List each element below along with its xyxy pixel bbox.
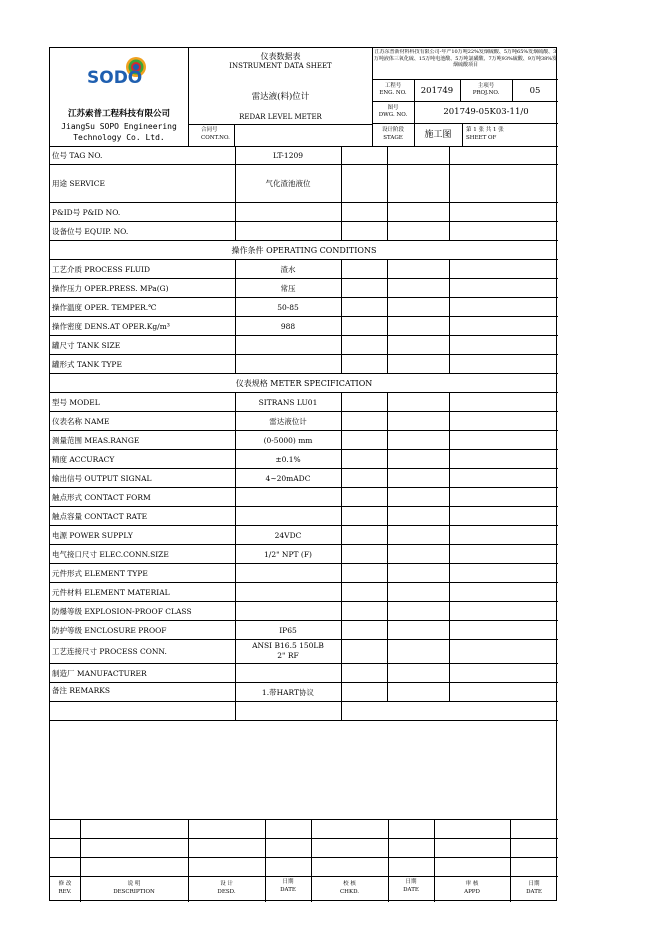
- spec-row: [50, 260, 558, 279]
- data-sheet: [49, 47, 557, 901]
- spec-label: 用途 SERVICE: [52, 179, 105, 188]
- spec-value: 气化渣池液位: [265, 179, 311, 188]
- spec-row-blank: [50, 702, 558, 721]
- section-title: 操作条件 OPERATING CONDITIONS: [231, 245, 377, 255]
- spec-value-line2: 2" RF: [277, 651, 299, 660]
- spec-value: LT-1209: [272, 150, 304, 160]
- date1-label-cn: 日期: [282, 879, 294, 885]
- spec-label: 触点形式 CONTACT FORM: [52, 492, 151, 502]
- spec-value: (0-5000) mm: [263, 435, 313, 445]
- spec-label: 防爆等级 EXPLOSION-PROOF CLASS: [52, 606, 192, 616]
- spec-value: 1.带HART协议: [261, 687, 315, 697]
- spec-value: 4~20mADC: [265, 473, 311, 483]
- spec-row: [50, 683, 558, 702]
- spec-row: [50, 488, 558, 507]
- contract-label-cn: 合同号: [201, 127, 218, 133]
- spec-row: [50, 412, 558, 431]
- spec-label: 电气接口尺寸 ELEC.CONN.SIZE: [52, 549, 169, 559]
- eng-no-value: 201749: [420, 86, 454, 96]
- spec-label: 仪表名称 NAME: [52, 416, 110, 426]
- sheet-title-cn: 仪表数据表: [260, 52, 301, 61]
- company-logo: [86, 53, 156, 89]
- spec-row: [50, 664, 558, 683]
- spec-label: 设备位号 EQUIP. NO.: [52, 226, 129, 236]
- spec-value: ±0.1%: [275, 454, 301, 464]
- date1-label-en: DATE: [280, 887, 296, 893]
- sheet-count-en: SHEET OF: [466, 135, 497, 141]
- header-right-line-1: [372, 79, 558, 80]
- sheet-count: 第 1 张 共 1 张: [466, 127, 504, 133]
- date3-label-cn: 日期: [528, 881, 540, 887]
- company-name-en-1: JiangSu SOPO Engineering: [61, 122, 177, 131]
- contract-label-en: CONT.NO.: [201, 135, 230, 141]
- spec-row: [50, 355, 558, 374]
- spec-value: 常压: [280, 283, 296, 293]
- spec-row: [50, 640, 558, 664]
- revision-line-4: [50, 876, 558, 877]
- spec-label: 元件形式 ELEMENT TYPE: [52, 568, 148, 578]
- sheet-title-en: INSTRUMENT DATA SHEET: [229, 62, 332, 70]
- section-header: [50, 241, 558, 260]
- company-name-en-2: Technology Co. Ltd.: [73, 133, 165, 142]
- spec-label: 元件材料 ELEMENT MATERIAL: [52, 587, 170, 597]
- revision-line-3: [50, 857, 558, 858]
- spec-row: [50, 165, 558, 203]
- spec-label: 操作压力 OPER.PRESS. MPa(G): [52, 283, 169, 293]
- checked-label-en: CHKD.: [339, 889, 360, 895]
- spec-value: SITRANS LU01: [258, 397, 318, 407]
- logo-text: SODO: [87, 68, 143, 88]
- spec-label: 精度 ACCURACY: [52, 454, 115, 464]
- spec-label: 工艺介质 PROCESS FLUID: [52, 264, 151, 274]
- spec-row: [50, 469, 558, 488]
- header-right-divider-d: [462, 123, 463, 146]
- spec-row: [50, 298, 558, 317]
- section-title: 仪表规格 METER SPECIFICATION: [235, 378, 373, 388]
- eng-no-label-cn: 工程号: [384, 83, 402, 89]
- spec-label: 电源 POWER SUPPLY: [52, 530, 133, 540]
- revision-line-1: [50, 819, 558, 820]
- proj-no-label-en: PROJ.NO.: [472, 90, 500, 96]
- spec-row: [50, 203, 558, 222]
- date3-label-en: DATE: [526, 889, 542, 895]
- spec-row: [50, 583, 558, 602]
- description-label-en: DESCRIPTION: [113, 889, 155, 895]
- spec-label: 输出信号 OUTPUT SIGNAL: [52, 473, 152, 483]
- spec-label: P&ID号 P&ID NO.: [52, 207, 121, 217]
- spec-value: 50-85: [277, 302, 299, 312]
- spec-value: IP65: [279, 625, 297, 635]
- spec-label: 备注 REMARKS: [52, 686, 110, 695]
- spec-value: 渣水: [280, 264, 296, 274]
- contract-line: [188, 124, 372, 125]
- instrument-name-cn: 雷达液(料)位计: [251, 92, 310, 102]
- spec-label: 制造厂 MANUFACTURER: [52, 668, 147, 678]
- approved-label-cn: 审 核: [465, 881, 479, 887]
- rev-label-cn: 修 改: [58, 881, 72, 887]
- spec-row: [50, 317, 558, 336]
- header-right-line-2: [372, 101, 558, 102]
- spec-label: 工艺连接尺寸 PROCESS CONN.: [52, 647, 167, 656]
- date2-label-cn: 日期: [405, 879, 417, 885]
- spec-label: 防护等级 ENCLOSURE PROOF: [52, 625, 167, 635]
- spec-row: [50, 545, 558, 564]
- designed-label-en: DESD.: [217, 889, 236, 895]
- stage-label-cn: 设计阶段: [381, 127, 404, 133]
- approved-label-en: APPD: [464, 889, 480, 895]
- instrument-name-en: REDAR LEVEL METER: [239, 113, 322, 121]
- dwg-no-value: 201749-05K03-11/0: [443, 107, 529, 117]
- stage-label-en: STAGE: [383, 135, 403, 141]
- company-name-cn: 江苏索普工程科技有限公司: [67, 109, 170, 119]
- checked-label-cn: 校 核: [343, 881, 356, 887]
- spec-row: [50, 602, 558, 621]
- section-header: [50, 374, 558, 393]
- spec-value: ANSI B16.5 150LB: [252, 641, 324, 650]
- spec-row: [50, 621, 558, 640]
- spec-row: [50, 507, 558, 526]
- dwg-no-label-en: DWG. NO.: [378, 112, 408, 118]
- spec-row: [50, 279, 558, 298]
- spec-row: [50, 450, 558, 469]
- stage-value: 施工图: [424, 130, 452, 140]
- project-description: 江苏东普新材料科技有限公司-年产10万吨22%发烟硫酸、5万吨65%发烟硫酸、3万吨液体三氧化硫、15万吨电池酸、5万吨氯磺酸、7万吨93%硫酸、9万吨38%发烟硫酸项目: [373, 49, 558, 68]
- spec-row: [50, 336, 558, 355]
- revision-line-2: [50, 838, 558, 839]
- spec-value: 雷达液位计: [269, 416, 307, 426]
- spec-label: 操作密度 DENS.AT OPER.Kg/m³: [52, 321, 170, 331]
- spec-value: 24VDC: [274, 530, 302, 540]
- spec-row: [50, 526, 558, 545]
- spec-value: 1/2" NPT (F): [264, 549, 312, 559]
- spec-label: 罐尺寸 TANK SIZE: [52, 340, 121, 350]
- spec-value: 988: [280, 321, 296, 331]
- date2-label-en: DATE: [403, 887, 419, 893]
- spec-label: 型号 MODEL: [52, 397, 100, 407]
- rev-label-en: REV.: [58, 889, 72, 895]
- description-label-cn: 说 明: [127, 881, 141, 887]
- spec-row: [50, 431, 558, 450]
- dwg-no-label-cn: 图号: [387, 105, 399, 111]
- spec-label: 触点容量 CONTACT RATE: [52, 511, 148, 521]
- spec-row: [50, 393, 558, 412]
- spec-row: [50, 564, 558, 583]
- spec-label: 位号 TAG NO.: [52, 150, 103, 160]
- contract-divider: [234, 124, 235, 146]
- eng-no-label-en: ENG. NO.: [379, 90, 407, 96]
- spec-row: [50, 146, 558, 165]
- spec-label: 操作温度 OPER. TEMPER.℃: [52, 302, 157, 312]
- spec-label: 罐形式 TANK TYPE: [52, 359, 122, 369]
- header-right-line-3: [372, 123, 558, 124]
- spec-label: 测量范围 MEAS.RANGE: [52, 435, 140, 445]
- proj-no-value: 05: [529, 86, 541, 96]
- designed-label-cn: 设 计: [220, 881, 233, 887]
- proj-no-label-cn: 主项号: [477, 83, 495, 89]
- spec-row: [50, 222, 558, 241]
